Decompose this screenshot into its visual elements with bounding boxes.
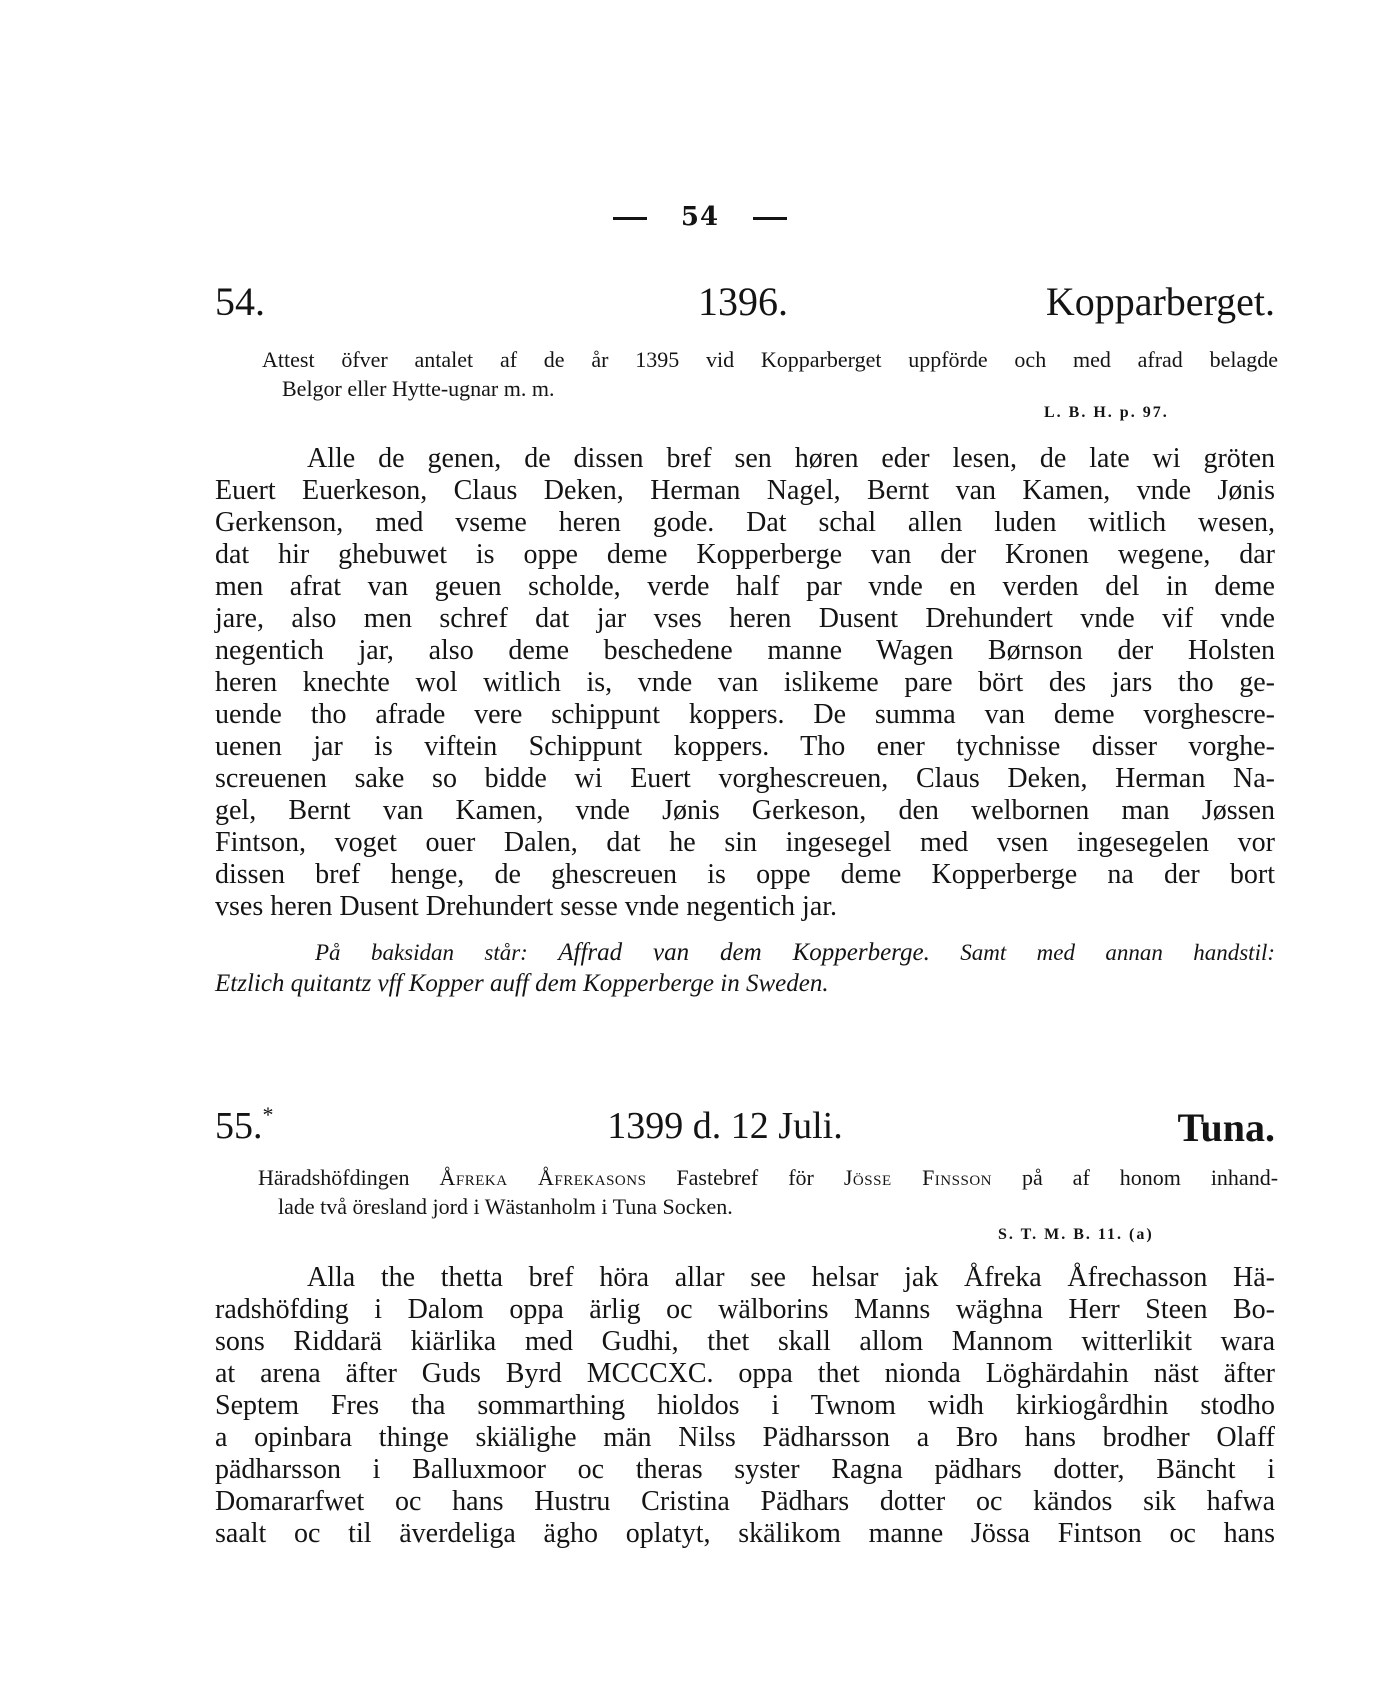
note-text: Affrad van dem Kopperberge. [558, 939, 930, 966]
body-line: uenen jar is viftein Schippunt koppers. Tho ener tychnisse disser vorghe- [215, 731, 1275, 762]
entry-54-body [215, 443, 1275, 923]
body-line: saalt oc til äverdeliga ägho oplatyt, skälikom manne Jössa Fintson oc hans [215, 1518, 1275, 1549]
entry-date: 1396. [698, 279, 788, 324]
summary-line: Belgor eller Hytte-ugnar m. m. [282, 376, 555, 401]
body-line: screuenen sake so bidde wi Euert vorghescreuen, Claus Deken, Herman Na- [215, 763, 1275, 794]
body-line: heren knechte wol witlich is, vnde van islikeme pare bört des jars tho ge- [215, 667, 1275, 698]
summary-text: Häradshöfdingen [258, 1165, 410, 1190]
entry-54-note [215, 937, 1275, 999]
entry-55-reference: S. T. M. B. 11. (a) [998, 1226, 1154, 1243]
entry-54-heading [215, 278, 1275, 334]
body-line: men afrat van geuen scholde, verde half par vnde en verden del in deme [215, 571, 1275, 602]
body-line: pädharsson i Balluxmoor oc theras syster Ragna pädhars dotter, Bäncht i [215, 1454, 1275, 1485]
body-line: dat hir ghebuwet is oppe deme Kopperberge van der Kronen wegene, dar [215, 539, 1275, 570]
dash-left [613, 217, 647, 220]
note-label-2: Samt med annan handstil: [960, 940, 1276, 965]
page-number: 54 [680, 202, 720, 232]
entry-54-reference: L. B. H. p. 97. [1044, 404, 1169, 421]
body-line: Domararfwet oc hans Hustru Cristina Pädhars dotter oc kändos sik hafwa [215, 1486, 1275, 1517]
body-line: jare, also men schref dat jar vses heren Dusent Drehundert vnde vif vnde [215, 603, 1275, 634]
body-line: Alla the thetta bref höra allar see helsar jak Åfreka Åfrechasson Hä- [307, 1262, 1275, 1293]
summary-name: Jösse Finsson [843, 1165, 992, 1190]
entry-place: Tuna. [1177, 1105, 1275, 1150]
note-label: På baksidan står: [315, 940, 528, 965]
dash-right [753, 217, 787, 220]
body-line: Alle de genen, de dissen bref sen høren eder lesen, de late wi gröten [307, 443, 1275, 474]
summary-text: Fastebref för [676, 1165, 814, 1190]
entry-place: Kopparberget. [1045, 279, 1275, 324]
entry-55-summary [258, 1163, 1278, 1221]
page-number-header [0, 202, 1400, 232]
asterisk-mark: * [262, 1102, 274, 1127]
entry-date: 1399 d. 12 Juli. [607, 1105, 843, 1147]
body-line: uende tho afrade vere schippunt koppers. De summa van deme vorghescre- [215, 699, 1275, 730]
summary-name: Åfreka Åfrekasons [439, 1165, 647, 1190]
entry-number-text: 55. [215, 1105, 263, 1147]
entry-55-body [215, 1262, 1275, 1550]
body-line: at arena äfter Guds Byrd MCCCXC. oppa thet nionda Löghärdahin näst äfter [215, 1358, 1275, 1389]
entry-55-heading [215, 1104, 1275, 1160]
body-line: Fintson, voget ouer Dalen, dat he sin ingesegel med vsen ingesegelen vor [215, 827, 1275, 858]
body-line: dissen bref henge, de ghescreuen is oppe deme Kopperberge na der bort [215, 859, 1275, 890]
note-line [215, 937, 1275, 968]
body-line: radshöfding i Dalom oppa ärlig oc wälborins Manns wäghna Herr Steen Bo- [215, 1294, 1275, 1325]
summary-text: på af honom inhand- [1021, 1165, 1279, 1190]
entry-number [215, 1104, 274, 1148]
body-line: gel, Bernt van Kamen, vnde Jønis Gerkeson, den welbornen man Jøssen [215, 795, 1275, 826]
body-line: Gerkenson, med vseme heren gode. Dat schal allen luden witlich wesen, [215, 507, 1275, 538]
entry-54-summary [262, 345, 1278, 403]
body-line: Euert Euerkeson, Claus Deken, Herman Nagel, Bernt van Kamen, vnde Jønis [215, 475, 1275, 506]
body-line: Septem Fres tha sommarthing hioldos i Twnom widh kirkiogårdhin stodho [215, 1390, 1275, 1421]
body-line: sons Riddarä kiärlika med Gudhi, thet skall allom Mannom witterlikit wara [215, 1326, 1275, 1357]
entry-number: 54. [215, 279, 265, 324]
body-line: vses heren Dusent Drehundert sesse vnde negentich jar. [215, 891, 838, 922]
summary-line: lade två öresland jord i Wästanholm i Tuna Socken. [278, 1194, 733, 1219]
summary-line: Attest öfver antalet af de år 1395 vid Kopparberget uppförde och med afrad belagde [262, 347, 1278, 372]
body-line: a opinbara thinge skiälighe män Nilss Pädharsson a Bro hans brodher Olaff [215, 1422, 1275, 1453]
summary-line [258, 1163, 1278, 1192]
note-text-2: Etzlich quitantz vff Kopper auff dem Kopperberge in Sweden. [215, 970, 829, 997]
body-line: negentich jar, also deme beschedene manne Wagen Børnson der Holsten [215, 635, 1275, 666]
